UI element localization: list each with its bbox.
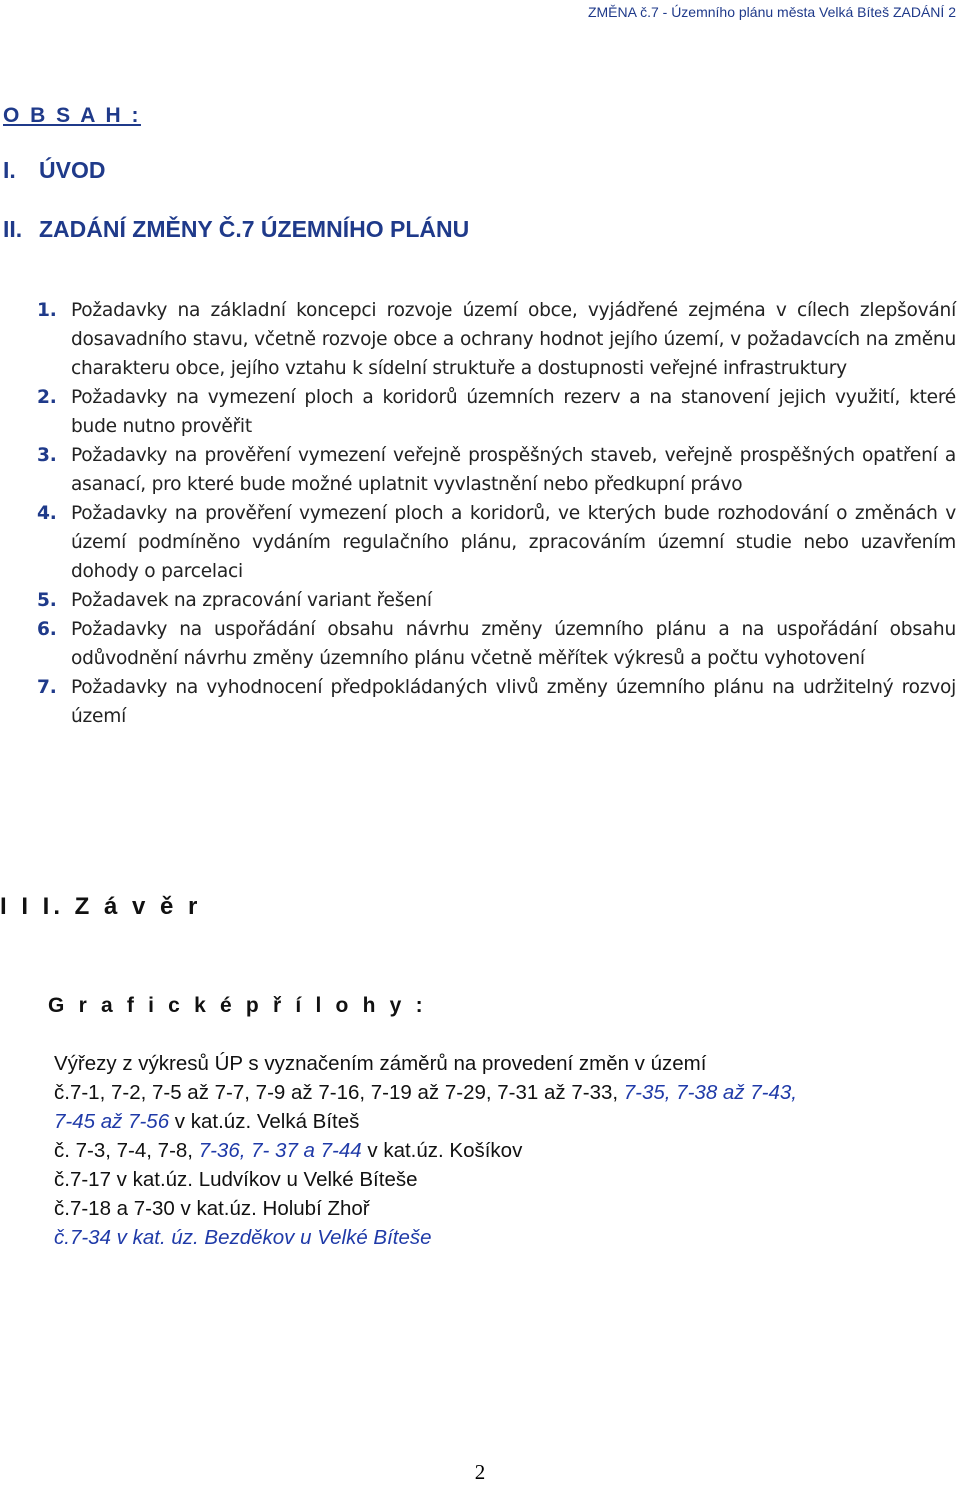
annex-line: č.7-18 a 7-30 v kat.úz. Holubí Zhoř (54, 1197, 370, 1220)
annex-text-changed: 7-45 až 7-56 (54, 1110, 170, 1133)
annex-line-changed: č.7-34 v kat. úz. Bezděkov u Velké Bíteše (54, 1226, 432, 1249)
item-number: 1. (37, 300, 57, 321)
item-number: 5. (37, 590, 57, 611)
list-item (37, 296, 956, 383)
annex-intro: Výřezy z výkresů ÚP s vyznačením záměrů na provedení změn v území (54, 1052, 707, 1075)
contents-heading: O B S A H : (3, 104, 141, 127)
page-header: ZMĚNA č.7 - Územního plánu města Velká Bíteš ZADÁNÍ 2 (587, 4, 956, 20)
page-number: 2 (474, 1460, 486, 1484)
annex-text-changed: 7-36, 7- 37 a 7-44 (198, 1139, 362, 1162)
annex-line (54, 1107, 956, 1136)
annex-line (54, 1136, 956, 1165)
annex-line: č.7-17 v kat.úz. Ludvíkov u Velké Bíteše (54, 1168, 418, 1191)
section-title: ZADÁNÍ ZMĚNY Č.7 ÚZEMNÍHO PLÁNU (39, 216, 470, 242)
annexes-list (54, 1049, 956, 1252)
annex-text-changed: 7-35, 7-38 až 7-43, (623, 1081, 797, 1104)
list-item (37, 499, 956, 586)
item-number: 3. (37, 445, 57, 466)
list-item (37, 673, 956, 731)
item-text: Požadavek na zpracování variant řešení (71, 590, 432, 611)
section-zadani (3, 216, 469, 243)
annexes-heading: G r a f i c k é p ř í l o h y : (48, 994, 427, 1017)
annex-text: v kat.úz. Košíkov (361, 1139, 523, 1162)
item-text: Požadavky na uspořádání obsahu návrhu změny územního plánu a na uspořádání obsahu odůvodnění návrhu změny územního plánu včetně měřítek výkresů a počtu vyhotovení (71, 619, 956, 669)
section-number: I. (3, 157, 16, 183)
item-text: Požadavky na prověření vymezení veřejně prospěšných staveb, veřejně prospěšných opatření a asanací, pro které bude možné uplatnit vyvlastnění nebo předkupní právo (71, 445, 956, 495)
annex-text: č. 7-3, 7-4, 7-8, (54, 1139, 199, 1162)
list-item (37, 441, 956, 499)
annex-line (54, 1078, 956, 1107)
list-item (37, 586, 956, 615)
item-number: 6. (37, 619, 57, 640)
requirements-list (37, 296, 956, 731)
annex-text: v kat.úz. Velká Bíteš (169, 1110, 360, 1133)
list-item (37, 615, 956, 673)
item-number: 2. (37, 387, 57, 408)
item-number: 7. (37, 677, 57, 698)
conclusion-heading: I I I. Z á v ě r (0, 893, 202, 920)
item-text: Požadavky na vymezení ploch a koridorů územních rezerv a na stanovení jejich využití, které bude nutno prověřit (71, 387, 956, 437)
section-title: ÚVOD (39, 157, 106, 183)
item-text: Požadavky na základní koncepci rozvoje území obce, vyjádřené zejména v cílech zlepšování dosavadního stavu, včetně rozvoje obce a ochrany hodnot jejího území, v požadavcích na změnu charakteru obce, jejího vztahu k sídelní struktuře a dostupnosti veřejné infrastruktury (71, 300, 956, 379)
section-uvod (3, 157, 105, 184)
item-text: Požadavky na vyhodnocení předpokládaných vlivů změny územního plánu na udržitelný rozvoj území (71, 677, 956, 727)
section-number: II. (3, 216, 23, 242)
list-item (37, 383, 956, 441)
item-text: Požadavky na prověření vymezení ploch a koridorů, ve kterých bude rozhodování o změnách v území podmíněno vydáním regulačního plánu, zpracováním územní studie nebo uzavřením dohody o parcelaci (71, 503, 956, 582)
item-number: 4. (37, 503, 57, 524)
annex-text: č.7-1, 7-2, 7-5 až 7-7, 7-9 až 7-16, 7-19 až 7-29, 7-31 až 7-33, (54, 1081, 624, 1104)
